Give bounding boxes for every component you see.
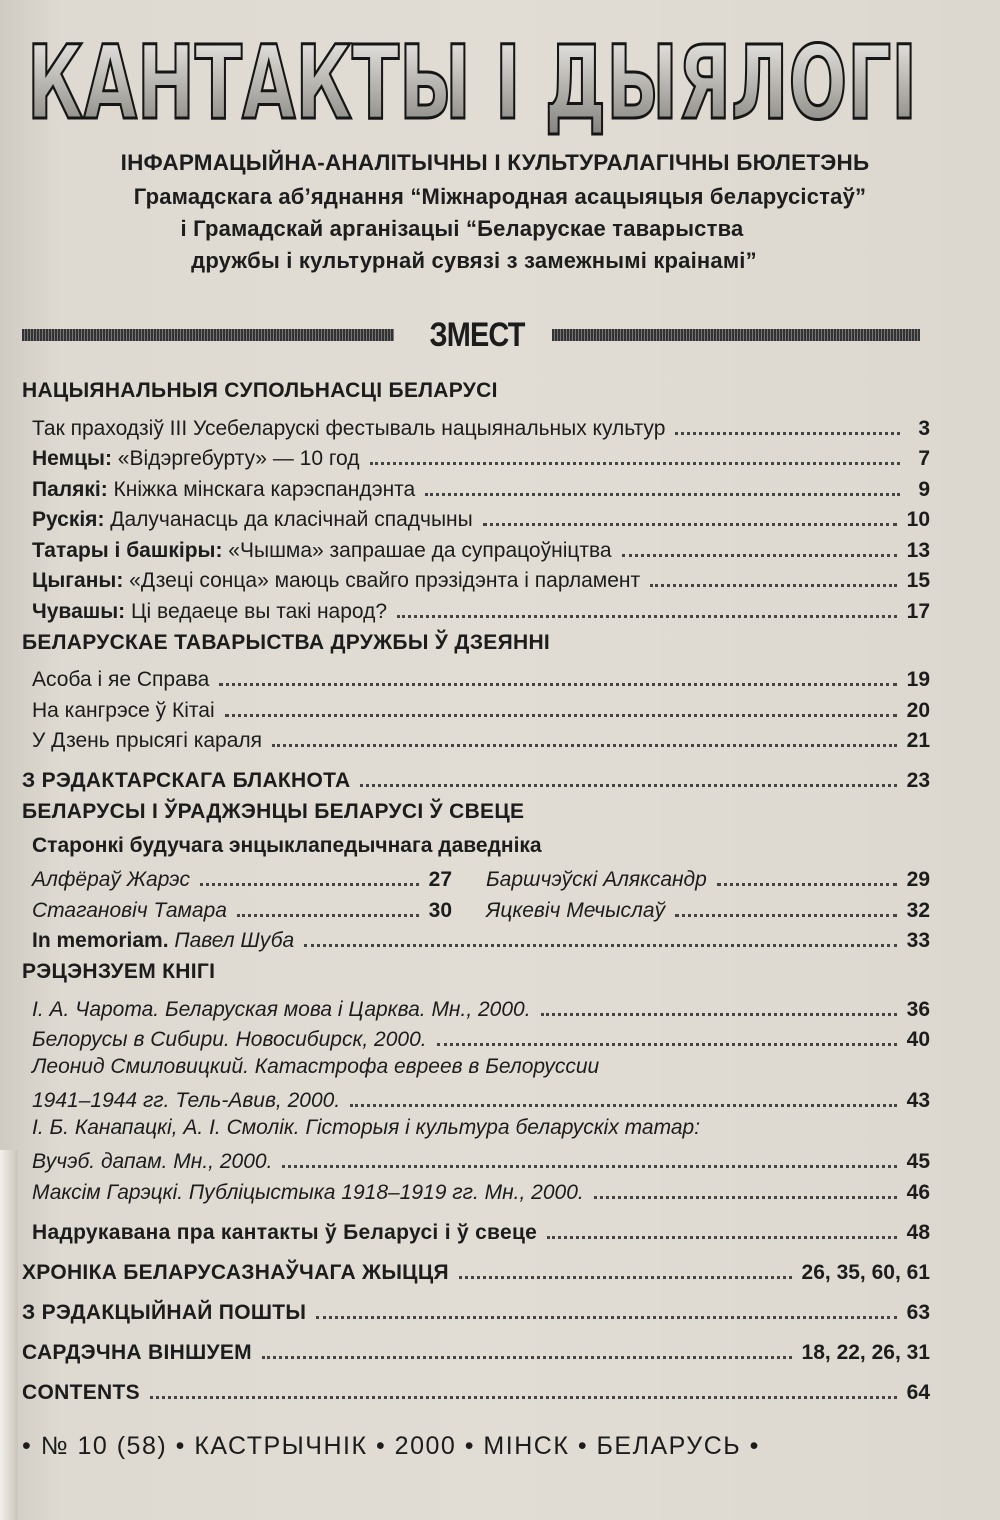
entry-text: Баршчэўскі Аляксандр xyxy=(486,868,707,891)
subtitle-line-3: і Грамадскай арганізацыі “Беларускае таварыства xyxy=(180,216,744,241)
entry-pair xyxy=(22,862,930,893)
toc-entry[interactable] xyxy=(476,862,930,893)
entry-text: На кангрэсе ў Кітаі xyxy=(32,698,215,722)
table-of-contents xyxy=(22,372,930,1405)
decorative-bar-left xyxy=(22,329,394,341)
entry-text: Яцкевіч Мечыслаў xyxy=(486,898,666,922)
page-number: 3 xyxy=(918,416,930,440)
entry-label: Татары і башкіры: xyxy=(32,538,223,562)
page-number: 9 xyxy=(918,477,930,501)
entry-label: Немцы: xyxy=(32,447,112,470)
page-number: 40 xyxy=(906,1028,930,1051)
page-number: 10 xyxy=(906,508,930,531)
page-number: 46 xyxy=(906,1180,930,1204)
entry-text: Ці ведаеце вы такі народ? xyxy=(125,599,388,623)
decorative-bar-right xyxy=(552,329,920,341)
toc-entry[interactable] xyxy=(22,593,930,624)
entry-text: Так праходзіў ІІІ Усебеларускі фестываль нацыянальных культур xyxy=(32,416,666,440)
contents-header xyxy=(22,318,920,358)
masthead-logo xyxy=(22,18,922,138)
section-title: CONTENTS xyxy=(22,1380,140,1404)
page-number: 33 xyxy=(906,929,930,952)
entry-label: Палякі: xyxy=(32,477,108,501)
page-number: 23 xyxy=(906,769,930,792)
entry-text: Алфёраў Жарэс xyxy=(32,868,190,891)
page-number: 29 xyxy=(906,868,930,891)
section-title: Надрукавана пра кантакты ў Беларусі і ў свеце xyxy=(32,1220,538,1244)
section-title: НАЦЫЯНАЛЬНЫЯ СУПОЛЬНАСЦІ БЕЛАРУСІ xyxy=(22,379,498,402)
entry-label: Рускія: xyxy=(32,508,105,531)
toc-entry[interactable] xyxy=(22,692,930,723)
entry-text-line: І. Б. Канапацкі, А. І. Смолік. Гісторыя і культура беларускіх татар: xyxy=(32,1116,701,1139)
issue-footer: • № 10 (58) • КАСТРЫЧНІК • 2000 • МІНСК • БЕЛАРУСЬ • xyxy=(22,1432,760,1460)
page-number: 20 xyxy=(906,698,930,722)
page-number: 26, 35, 60, 61 xyxy=(801,1260,930,1284)
toc-section-entry[interactable] xyxy=(22,1365,930,1405)
toc-entry[interactable] xyxy=(22,862,476,893)
contents-title: ЗМЕСТ xyxy=(429,316,525,354)
toc-entry[interactable] xyxy=(22,410,930,441)
toc-entry[interactable] xyxy=(22,991,930,1022)
toc-entry[interactable] xyxy=(22,662,930,693)
entry-text: У Дзень прысягі караля xyxy=(32,729,263,752)
page-number: 30 xyxy=(428,898,452,922)
toc-section-entry[interactable] xyxy=(22,753,930,793)
subtitle-line-2: Грамадскага аб’яднання “Міжнародная асацыяцыя беларусістаў” xyxy=(133,184,867,209)
entry-pair xyxy=(22,892,930,923)
entry-label: Цыганы: xyxy=(32,569,124,592)
entry-text: Далучанасць да класічнай спадчыны xyxy=(104,508,473,531)
section-title: З РЭДАКТАРСКАГА БЛАКНОТА xyxy=(22,769,351,792)
toc-entry[interactable] xyxy=(22,1022,930,1053)
entry-text-line: Леонид Смиловицкий. Катастрофа евреев в Белоруссии xyxy=(32,1055,600,1078)
toc-entry[interactable] xyxy=(22,1083,930,1114)
toc-section-entry[interactable] xyxy=(22,1205,930,1245)
toc-section-entry[interactable] xyxy=(22,1285,930,1325)
toc-entry[interactable] xyxy=(22,563,930,594)
page-number: 48 xyxy=(906,1220,930,1244)
section-title: БЕЛАРУСЫ І ЎРАДЖЭНЦЫ БЕЛАРУСІ Ў СВЕЦЕ xyxy=(22,800,525,823)
entry-text: Максім Гарэцкі. Публіцыстыка 1918–1919 гг. Мн., 2000. xyxy=(32,1180,584,1204)
toc-section-entry[interactable] xyxy=(22,1245,930,1285)
toc-entry[interactable] xyxy=(22,471,930,502)
page-edge xyxy=(0,1150,18,1520)
toc-entry[interactable] xyxy=(22,502,930,533)
page-number: 19 xyxy=(906,668,930,691)
section-title: РЭЦЭНЗУЕМ КНІГІ xyxy=(22,960,216,983)
masthead-title: КАНТАКТЫ І ДЫЯЛОГІ xyxy=(27,24,917,138)
toc-entry[interactable] xyxy=(22,441,930,472)
section-title: САРДЭЧНА ВІНШУЕМ xyxy=(22,1340,252,1364)
toc-entry[interactable] xyxy=(22,532,930,563)
page-number: 63 xyxy=(906,1300,930,1324)
toc-entry[interactable] xyxy=(22,1174,930,1205)
masthead xyxy=(22,18,922,138)
page-number: 21 xyxy=(906,729,930,752)
subtitle-line-1: ІНФАРМАЦЫЙНА-АНАЛІТЫЧНЫ І КУЛЬТУРАЛАГІЧНЫ БЮЛЕТЭНЬ xyxy=(120,150,870,175)
subsection-title: Старонкі будучага энцыклапедычнага даведніка xyxy=(32,834,542,857)
entry-text: І. А. Чарота. Беларуская мова і Царква. Мн., 2000. xyxy=(32,997,531,1021)
toc-entry[interactable] xyxy=(22,1144,930,1175)
subtitle-line-4: дружбы і культурнай сувязі з замежнымі краінамі” xyxy=(191,248,757,273)
entry-label: Чувашы: xyxy=(32,599,126,623)
section-title: З РЭДАКЦЫЙНАЙ ПОШТЫ xyxy=(22,1300,307,1324)
page-number: 27 xyxy=(428,868,452,891)
page-number: 32 xyxy=(906,898,930,922)
page-number: 64 xyxy=(906,1380,930,1404)
entry-text: Стагановіч Тамара xyxy=(32,898,227,922)
entry-text: «Відэргебурту» — 10 год xyxy=(111,447,360,470)
section-title: БЕЛАРУСКАЕ ТАВАРЫСТВА ДРУЖБЫ Ў ДЗЕЯННІ xyxy=(22,630,551,654)
entry-text: Кніжка мінскага карэспандэнта xyxy=(107,477,416,501)
page-number: 18, 22, 26, 31 xyxy=(801,1340,930,1364)
toc-entry[interactable] xyxy=(476,892,930,923)
page-number: 17 xyxy=(906,599,930,623)
page-number: 7 xyxy=(918,447,930,470)
entry-label: In memoriam. xyxy=(32,929,169,952)
entry-text: Вучэб. дапам. Мн., 2000. xyxy=(32,1150,273,1173)
page-number: 36 xyxy=(906,997,930,1021)
entry-text: Асоба і яе Справа xyxy=(32,668,210,691)
entry-text: Павел Шуба xyxy=(168,929,295,952)
toc-entry[interactable] xyxy=(22,723,930,754)
toc-entry[interactable] xyxy=(22,892,476,923)
entry-text: Белорусы в Сибири. Новосибирск, 2000. xyxy=(32,1028,427,1051)
entry-text: «Чышма» запрашае да супрацоўніцтва xyxy=(222,538,612,562)
page-number: 15 xyxy=(906,569,930,592)
entry-text: 1941–1944 гг. Тель-Авив, 2000. xyxy=(32,1089,341,1112)
entry-text: «Дзеці сонца» маюць свайго прэзідэнта і парламент xyxy=(123,569,641,592)
section-title: ХРОНІКА БЕЛАРУСАЗНАЎЧАГА ЖЫЦЦЯ xyxy=(22,1260,449,1284)
page-number: 13 xyxy=(906,538,930,562)
toc-entry[interactable] xyxy=(22,923,930,954)
page-number: 43 xyxy=(906,1089,930,1112)
page-number: 45 xyxy=(906,1150,930,1173)
toc-section-entry[interactable] xyxy=(22,1325,930,1365)
